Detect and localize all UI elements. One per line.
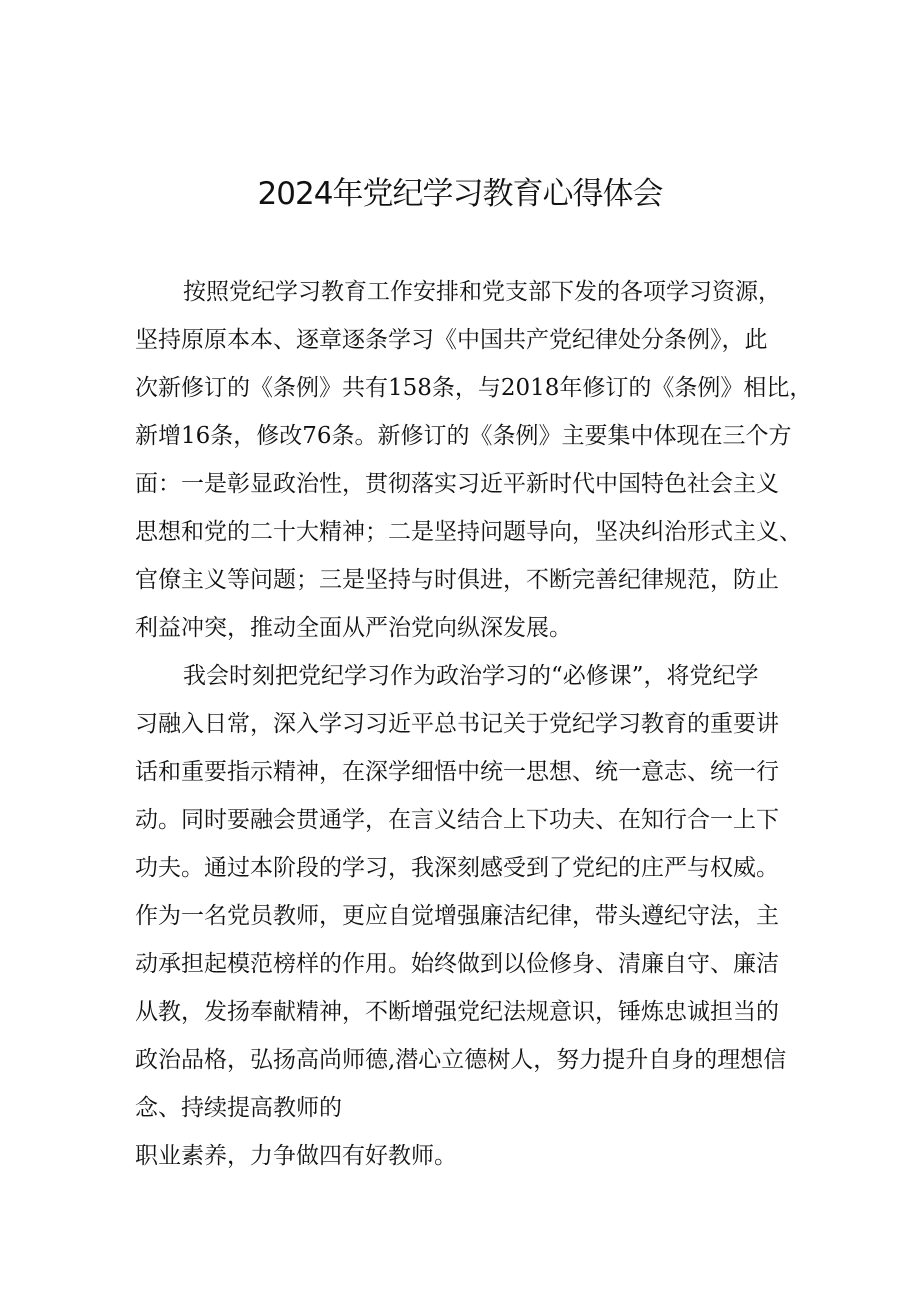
paragraph-line: 动承担起模范榜样的作用。始终做到以俭修身、清廉自守、廉洁 <box>135 951 779 977</box>
paragraph-line: 新增16条，修改76条。新修订的《条例》主要集中体现在三个方 <box>135 423 792 449</box>
paragraph-line: 动。同时要融会贯通学，在言义结合上下功夫、在知行合一上下 <box>135 807 779 833</box>
paragraph-line: 坚持原原本本、逐章逐条学习《中国共产党纪律处分条例》，此 <box>135 327 768 353</box>
paragraph-2 <box>135 652 795 1180</box>
paragraph-line: 功夫。通过本阶段的学习，我深刻感受到了党纪的庄严与权威。 <box>135 855 779 881</box>
paragraph-line: 从教，发扬奉献精神，不断增强党纪法规意识，锤炼忠诚担当的 <box>135 999 779 1025</box>
paragraph-line: 利益冲突，推动全面从严治党向纵深发展。 <box>135 615 572 641</box>
paragraph-line: 我会时刻把党纪学习作为政治学习的“必修课”，将党纪学 <box>183 663 759 689</box>
paragraph-line: 政治品格，弘扬高尚师德,潜心立德树人，努力提升自身的理想信 <box>135 1047 787 1073</box>
document-title: 2024年党纪学习教育心得体会 <box>257 176 663 212</box>
paragraph-line: 作为一名党员教师，更应自觉增强廉洁纪律，带头遵纪守法，主 <box>135 903 779 929</box>
paragraph-line: 念、持续提高教师的 <box>135 1095 342 1121</box>
paragraph-line: 官僚主义等问题；三是坚持与时俱进，不断完善纪律规范，防止 <box>135 567 779 593</box>
paragraph-line: 思想和党的二十大精神；二是坚持问题导向，坚决纠治形式主义、 <box>135 519 802 545</box>
paragraph-line: 面：一是彰显政治性，贯彻落实习近平新时代中国特色社会主义 <box>135 471 779 497</box>
paragraph-line: 习融入日常，深入学习习近平总书记关于党纪学习教育的重要讲 <box>135 711 779 737</box>
paragraph-line: 话和重要指示精神，在深学细悟中统一思想、统一意志、统一行 <box>135 759 779 785</box>
paragraph-1 <box>135 268 813 652</box>
paragraph-line: 次新修订的《条例》共有158条，与2018年修订的《条例》相比， <box>135 375 813 401</box>
paragraph-line: 职业素养，力争做四有好教师。 <box>135 1143 457 1169</box>
paragraph-line: 按照党纪学习教育工作安排和党支部下发的各项学习资源， <box>183 279 781 305</box>
